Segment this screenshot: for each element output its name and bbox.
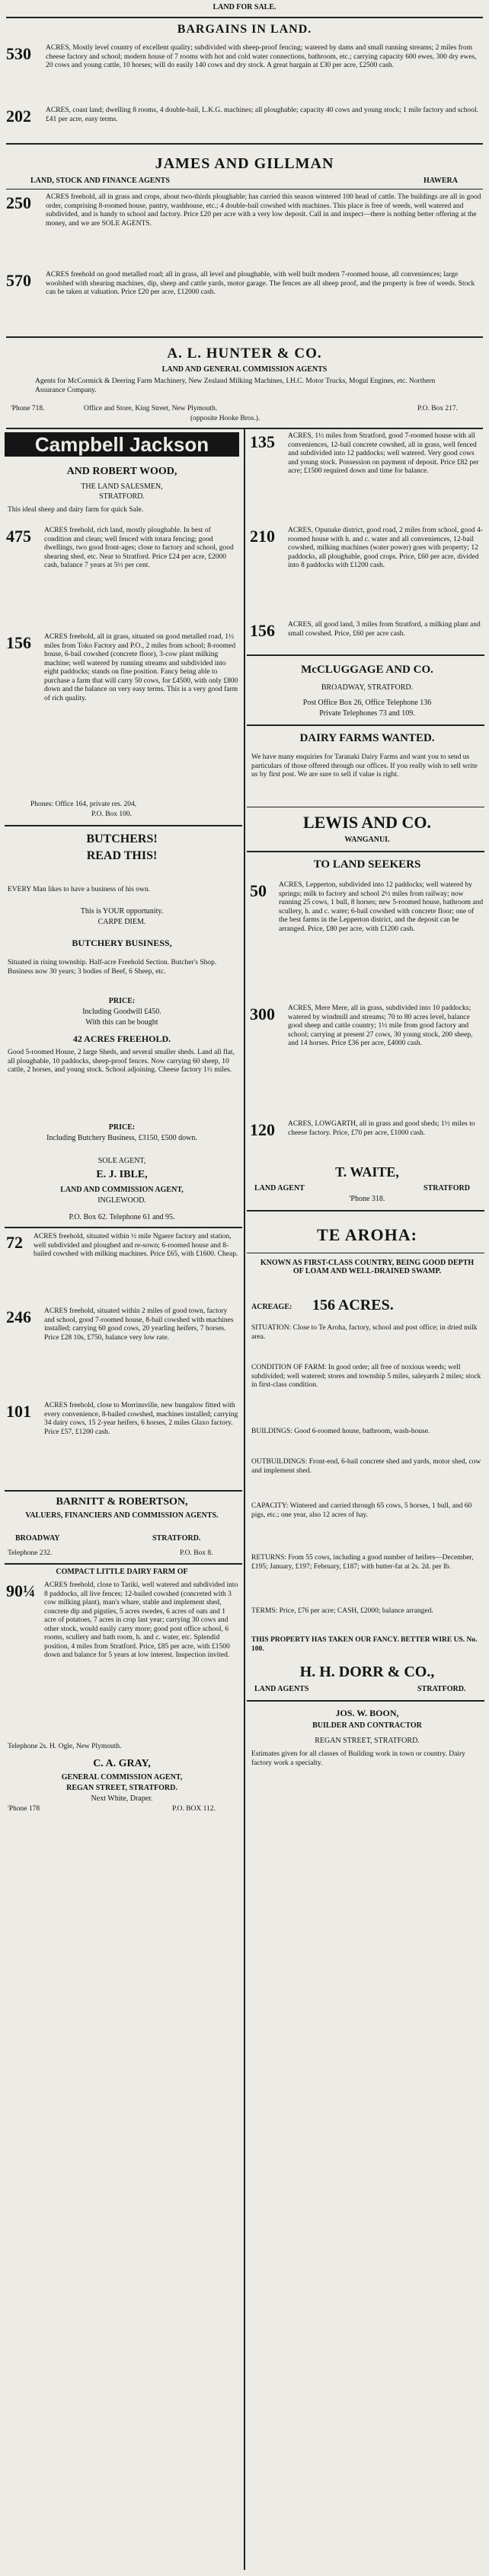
ad-text-135: ACRES, 1½ miles from Stratford, good 7-roomed house with all conveniences, 12-bail concrete cowshed, all in grass, well fenced and subdivided into 12 paddocks; well watered. Very good cows and young stock. Possession on payment of deposit. Price £82 per acre; £1500 required down and time for balance. <box>288 432 479 475</box>
butchery-agent-town: INGLEWOOD. <box>97 1196 146 1205</box>
divider <box>5 1227 242 1228</box>
read-this: READ THIS! <box>86 849 158 862</box>
barnitt-tel: Telephone 232. <box>8 1549 53 1557</box>
ad-text-250: ACRES freehold, all in grass and crops, about two-thirds ploughable; has carried this season wintered 100 head of cattle. The buildings are all in good order, comprising 8-roomed house, pantry, washhouse, etc.; 4 double-bail cowshed with machines. This place is free of weeds, well watered and subdivided, and is handy to school and factory. Price £20 per acre with a very low deposit. Call in and inspect—there is nothing better offering at the money, and we are SOLE AGENTS. <box>46 193 481 228</box>
section-title: LAND FOR SALE. <box>213 3 276 11</box>
ad-lead-101: 101 <box>6 1402 31 1421</box>
ad-lead-120: 120 <box>250 1120 275 1139</box>
butchery-intro: EVERY Man likes to have a business of his own. <box>8 886 150 893</box>
butchers-heading: BUTCHERS! <box>86 833 158 845</box>
dorr-town: STRATFORD. <box>417 1685 466 1693</box>
campbell-role: THE LAND SALESMEN, <box>81 482 163 491</box>
gray-name: C. A. GRAY, <box>93 1758 151 1769</box>
waite-town: STRATFORD <box>423 1184 470 1192</box>
ad-text-300: ACRES, Mere Mere, all in grass, subdivided into 10 paddocks; watered by windmill and streams; 70 to 80 acres level, balance good sheep and cattle country; 1½ mile from good factory and school; carrying at present 27 cows, 30 young stock, 200 sheep, and 14 horses. Price £36 per acre, £4000 cash. <box>288 1005 473 1047</box>
aroha-returns: RETURNS: From 55 cows, including a good number of heifers—December, £195; January, £197; February, £187; with butter-fat at 2s. 2d. per lb. <box>251 1554 474 1571</box>
gray-next: Next White, Draper. <box>91 1794 153 1803</box>
aroha-acreage-label: ACREAGE: <box>251 1303 292 1311</box>
compact-lead: 90¼ <box>6 1581 36 1600</box>
hunter-box: P.O. Box 217. <box>417 405 459 412</box>
barnitt-line2: VALUERS, FINANCIERS AND COMMISSION AGENTS. <box>25 1511 219 1520</box>
aroha-intro: KNOWN AS FIRST-CLASS COUNTRY, BEING GOOD DEPTH OF LOAM AND WELL-DRAINED SWAMP. <box>260 1259 475 1275</box>
ad-lead-210: 210 <box>250 527 275 546</box>
aroha-condition: CONDITION OF FARM: In good order; all free of noxious weeds; well subdivided; well watered; stores and township 5 miles, saleyards 2 miles; stock in first-class condition. <box>251 1364 481 1389</box>
ad-text-475: ACRES freehold, rich land, mostly ploughable. In best of condition and clean; well fenced with totara fencing; good dwellings, two good front-ages; close to factory and school, good shearing shed, etc. Near to Stratford. Price £24 per acre, £2000 cash, balance 7 years at 5½ per cent. <box>44 527 234 569</box>
ad-lead-475: 475 <box>6 527 31 546</box>
dorr-role: LAND AGENTS <box>254 1685 309 1693</box>
divider <box>5 1490 242 1492</box>
ad-lead-156: 156 <box>6 633 31 652</box>
ad-text-210: ACRES, Opunake district, good road, 2 miles from school, good 4-roomed house with h. and c. water and all conveniences, 12-bail cowshed, milking machines (water power) goes with property; 12 paddocks, all ploughable, good crops. Price, £60 per acre, divided into 8 paddocks with £1200 cash. <box>288 527 483 569</box>
ad-text-530: ACRES, Mostly level country of excellent quality; subdivided with sheep-proof fencing; watered by dams and small running streams; 2 miles from cheese factory and school; modern house of 7 rooms with hot and cold water connections, bathroom, etc.; carrying capacity 600 ewes, 300 dry ewes, 20 cows and young cattle, 10 horses; will do easily 140 cows and dry stock. A great bargain at £30 per acre, £2500 cash. <box>46 44 477 69</box>
butchery-price-label-2: PRICE: <box>108 1123 136 1132</box>
aroha-situation: SITUATION: Close to Te Aroha, factory, school and post office; in dried milk area. <box>251 1324 478 1341</box>
butchery-price-label: PRICE: <box>108 997 136 1005</box>
ad-lead-156-right: 156 <box>250 621 275 640</box>
campbell-phones: Phones: Office 164, private res. 204, <box>30 801 137 808</box>
hunter-opposite: (opposite Hooke Bros.). <box>190 415 260 422</box>
compact-heading: COMPACT LITTLE DAIRY FARM OF <box>56 1568 188 1576</box>
ad-text-570: ACRES freehold on good metalled road; all in grass, all level and ploughable, with well built modern 7-roomed house, all conveniences; large woolshed with shearing machines, dip, sheep and cattle yards, motor garage. The fences are all sheep proof, and the property is free of weeds. Stock can be taken at valuation. Price £20 per acre, £12000 cash. <box>46 271 475 296</box>
hunter-office: Office and Store, King Street, New Plymouth. <box>84 405 218 412</box>
campbell-intro: This ideal sheep and dairy farm for quick Sale. <box>8 506 144 514</box>
ad-lead-246: 246 <box>6 1307 31 1326</box>
ad42-text: Good 5-roomed House, 2 large Sheds, and several smaller sheds. Land all flat, all ploughable, 10 paddocks, sheep-proof fences. Now carrying 60 sheep, 10 cattle, 2 horses, and young stock. School adjoining. Cheese factory 1½ miles. <box>8 1049 235 1074</box>
waite-phone: 'Phone 318. <box>349 1195 385 1203</box>
butchery-price-2: With this can be bought <box>85 1018 158 1027</box>
gray-phone: 'Phone 178 <box>8 1805 40 1813</box>
butchery-agent-name: E. J. IBLE, <box>96 1169 148 1180</box>
hunter-subtitle: LAND AND GENERAL COMMISSION AGENTS <box>161 365 328 374</box>
butchery-sole-agent: SOLE AGENT, <box>97 1157 146 1165</box>
barnitt-street: BROADWAY <box>15 1534 60 1543</box>
ad-text-156-right: ACRES, all good land, 3 miles from Stratford, a milking plant and small cowshed. Price, £60 per acre cash. <box>288 621 481 638</box>
divider <box>247 851 484 852</box>
mcluggage-name: McCLUGGAGE AND CO. <box>301 664 433 676</box>
gray-street: REGAN STREET, STRATFORD. <box>66 1784 177 1792</box>
butchery-price-1: Including Goodwill £450. <box>82 1008 161 1016</box>
ad-lead-570: 570 <box>6 271 31 290</box>
boon-street: REGAN STREET, STRATFORD. <box>315 1737 420 1745</box>
divider <box>247 1210 484 1212</box>
campbell-pobox: P.O. Box 100. <box>91 810 133 818</box>
lewis-name: LEWIS AND CO. <box>302 813 432 832</box>
divider <box>5 1563 242 1565</box>
boon-name: JOS. W. BOON, <box>335 1708 399 1718</box>
boon-role: BUILDER AND CONTRACTOR <box>312 1721 422 1730</box>
ad-text-156: ACRES freehold, all in grass, situated on good metalled road, 1½ miles from Toko Factory and P.O., 2 miles from school; 8-roomed house, 6-bail cowshed (concrete floor), 3-cow plant milking machine; well watered by running streams and subdivided into eight paddocks; stands on fine position. Fancy being able to purchase a farm that will carry 50 cows, for £4500, with only £800 down and the balance on very easy terms. This is a very good farm of rich quality. <box>44 633 238 702</box>
aroha-acreage-value: 156 ACRES. <box>312 1297 394 1313</box>
divider <box>6 17 483 18</box>
waite-role: LAND AGENT <box>254 1184 305 1192</box>
divider <box>247 724 484 726</box>
aroha-outbuildings: OUTBUILDINGS: Front-end, 6-bail concrete shed and yards, motor shed, cow and implement shed. <box>251 1458 481 1475</box>
mcluggage-private: Private Telephones 73 and 109. <box>319 709 415 718</box>
dorr-name: H. H. DORR & CO., <box>299 1664 435 1680</box>
butchery-agent-role: LAND AND COMMISSION AGENT, <box>60 1186 184 1194</box>
aroha-buildings: BUILDINGS: Good 6-roomed house, bathroom, wash-house. <box>251 1428 430 1435</box>
aroha-terms: TERMS: Price, £76 per acre; CASH, £2000; balance arranged. <box>251 1607 433 1615</box>
column-divider <box>244 428 245 2570</box>
ad-text-50: ACRES, Lepperton, subdivided into 12 paddocks; well watered by springs; milk to factory and school 2½ miles from railway; now running 25 cows, 1 bull, 8 horses; new 5-roomed house, bathroom and scullery, h. and c. water; 6-bail cowshed with concrete floor; one of the best farms in the Lepperton district, and the deposit can be arranged. Price, £80 per acre, with £1200 cash. <box>279 881 484 933</box>
ad-lead-72: 72 <box>6 1233 23 1252</box>
butchery-agent-contact: P.O. Box 62. Telephone 61 and 95. <box>69 1213 175 1221</box>
butchery-text: Situated in rising township. Half-acre Freehold Section. Butcher's Shop. Business now 30 years; 3 bodies of Beef, 6 Sheep, etc. <box>8 959 217 976</box>
compact-text: ACRES freehold, close to Tariki, well watered and subdivided into 8 paddocks, all live fences; 12-bailed cowshed (concreted with 3 cow milking plant), man's whare, stable and implement shed, concrete dip and pigsties, 5 acres swedes, 6 acres of oats and 1 acre of potatoes, 7 acres in crop last year; carrying 30 cows and other stock, would easily carry more; good post office school, 6 rooms, scullery and bath room, h. and c. water, etc. Splendid position, 4 miles from Stratford. Price, £85 per acre, with £1500 down and balance for 5 years at low interest. Inspection invited. <box>44 1581 238 1659</box>
campbell-name: Campbell Jackson <box>5 432 239 457</box>
aroha-fancy: THIS PROPERTY HAS TAKEN OUR FANCY. BETTER WIRE US. No. 100. <box>251 1636 478 1653</box>
ad-lead-135: 135 <box>250 432 275 451</box>
hunter-name: A. L. HUNTER & CO. <box>167 345 322 361</box>
butchery-price-3: Including Butchery Business, £3150, £500 down. <box>46 1134 197 1142</box>
ad-text-202: ACRES, coast land; dwelling 8 rooms, 4 double-bail, L.K.G. machines; all ploughable; capacity 40 cows and young stock; 1 mile factory and school. £41 per acre, easy terms. <box>46 107 479 123</box>
barnitt-box: P.O. Box 8. <box>180 1549 213 1557</box>
mcluggage-street: BROADWAY, STRATFORD. <box>321 683 414 692</box>
hunter-agents-line: Agents for McCormick & Deering Farm Machinery, New Zealand Milking Machines, I.H.C. Motor Trucks, Mogul Engines, etc. Northern Assurance Company. <box>35 377 436 394</box>
ad-lead-530: 530 <box>6 44 31 63</box>
waite-name: T. WAITE, <box>335 1164 399 1180</box>
ad-lead-50: 50 <box>250 881 267 900</box>
gray-box: P.O. BOX 112. <box>172 1805 216 1813</box>
barnitt-name: BARNITT & ROBERTSON, <box>56 1496 188 1508</box>
aroha-heading: TE AROHA: <box>317 1225 417 1244</box>
boon-text: Estimates given for all classes of Building work in town or country. Dairy factory work a specialty. <box>251 1750 465 1767</box>
ad-text-72: ACRES freehold, situated within ½ mile Ngaere factory and station, well subdivided and ploughed and re-sown; 6-roomed house and 8-bailed cowshed with milking machines. Price £65, with £1600. Cheap. <box>34 1233 238 1258</box>
gillman-town: HAWERA <box>423 177 459 185</box>
hunter-phone: 'Phone 718. <box>11 405 45 412</box>
seekers-heading: TO LAND SEEKERS <box>313 858 421 871</box>
bargains-heading: BARGAINS IN LAND. <box>177 23 312 36</box>
ad-text-246: ACRES freehold, situated within 2 miles of good town, factory and school, good 7-roomed house, 8-bail cowshed with machines installed; carrying 60 good cows, 20 yearling heifers, 7 horses. Price £28 10s, £750, balance very low rate. <box>44 1307 234 1342</box>
butchery-title: BUTCHERY BUSINESS, <box>72 938 172 948</box>
campbell-and: AND ROBERT WOOD, <box>66 466 177 477</box>
dairy-wanted-text: We have many enquiries for Taranaki Dairy Farms and want you to send us particulars of those offered through our offices. If you really wish to sell write us by first post. We are sure to sell if value is right. <box>251 753 478 779</box>
compact-contact: Telephone 2s. H. Ogle, New Plymouth. <box>8 1743 122 1750</box>
ad-text-120: ACRES, LOWGARTH, all in grass and good sheds; 1½ miles to cheese factory. Price, £70 per acre, £1000 cash. <box>288 1120 475 1137</box>
gray-role: GENERAL COMMISSION AGENT, <box>61 1773 183 1782</box>
divider <box>6 143 483 145</box>
gillman-subtitle: LAND, STOCK AND FINANCE AGENTS <box>30 177 170 185</box>
lewis-town: WANGANUI. <box>344 836 390 844</box>
gillman-name: JAMES AND GILLMAN <box>155 155 334 172</box>
barnitt-town: STRATFORD. <box>152 1534 201 1543</box>
ad42-title: 42 ACRES FREEHOLD. <box>72 1033 171 1044</box>
ad-lead-300: 300 <box>250 1005 275 1024</box>
ad-text-101: ACRES freehold, close to Morrinsville, new bungalow fitted with every convenience, 8-bailed cowshed, machines installed; carrying 34 dairy cows, 15 2-year heifers, 6 horses, 2 miles Glaxo factory. Price £57, £1200 cash. <box>44 1402 238 1436</box>
campbell-town: STRATFORD. <box>99 492 145 501</box>
carpe-diem: CARPE DIEM. <box>97 918 146 926</box>
divider <box>247 654 484 656</box>
divider <box>6 336 483 338</box>
dairy-wanted-heading: DAIRY FARMS WANTED. <box>299 732 435 744</box>
ad-lead-250: 250 <box>6 193 31 212</box>
divider <box>5 825 242 826</box>
aroha-capacity: CAPACITY: Wintered and carried through 65 cows, 5 horses, 1 bull, and 60 pigs, etc.; one year, also 12 acres of hay. <box>251 1502 472 1519</box>
divider <box>247 1700 484 1702</box>
mcluggage-contact: Post Office Box 26, Office Telephone 136 <box>302 699 432 707</box>
ad-lead-202: 202 <box>6 107 31 126</box>
butchery-opportunity: This is YOUR opportunity. <box>80 907 164 915</box>
